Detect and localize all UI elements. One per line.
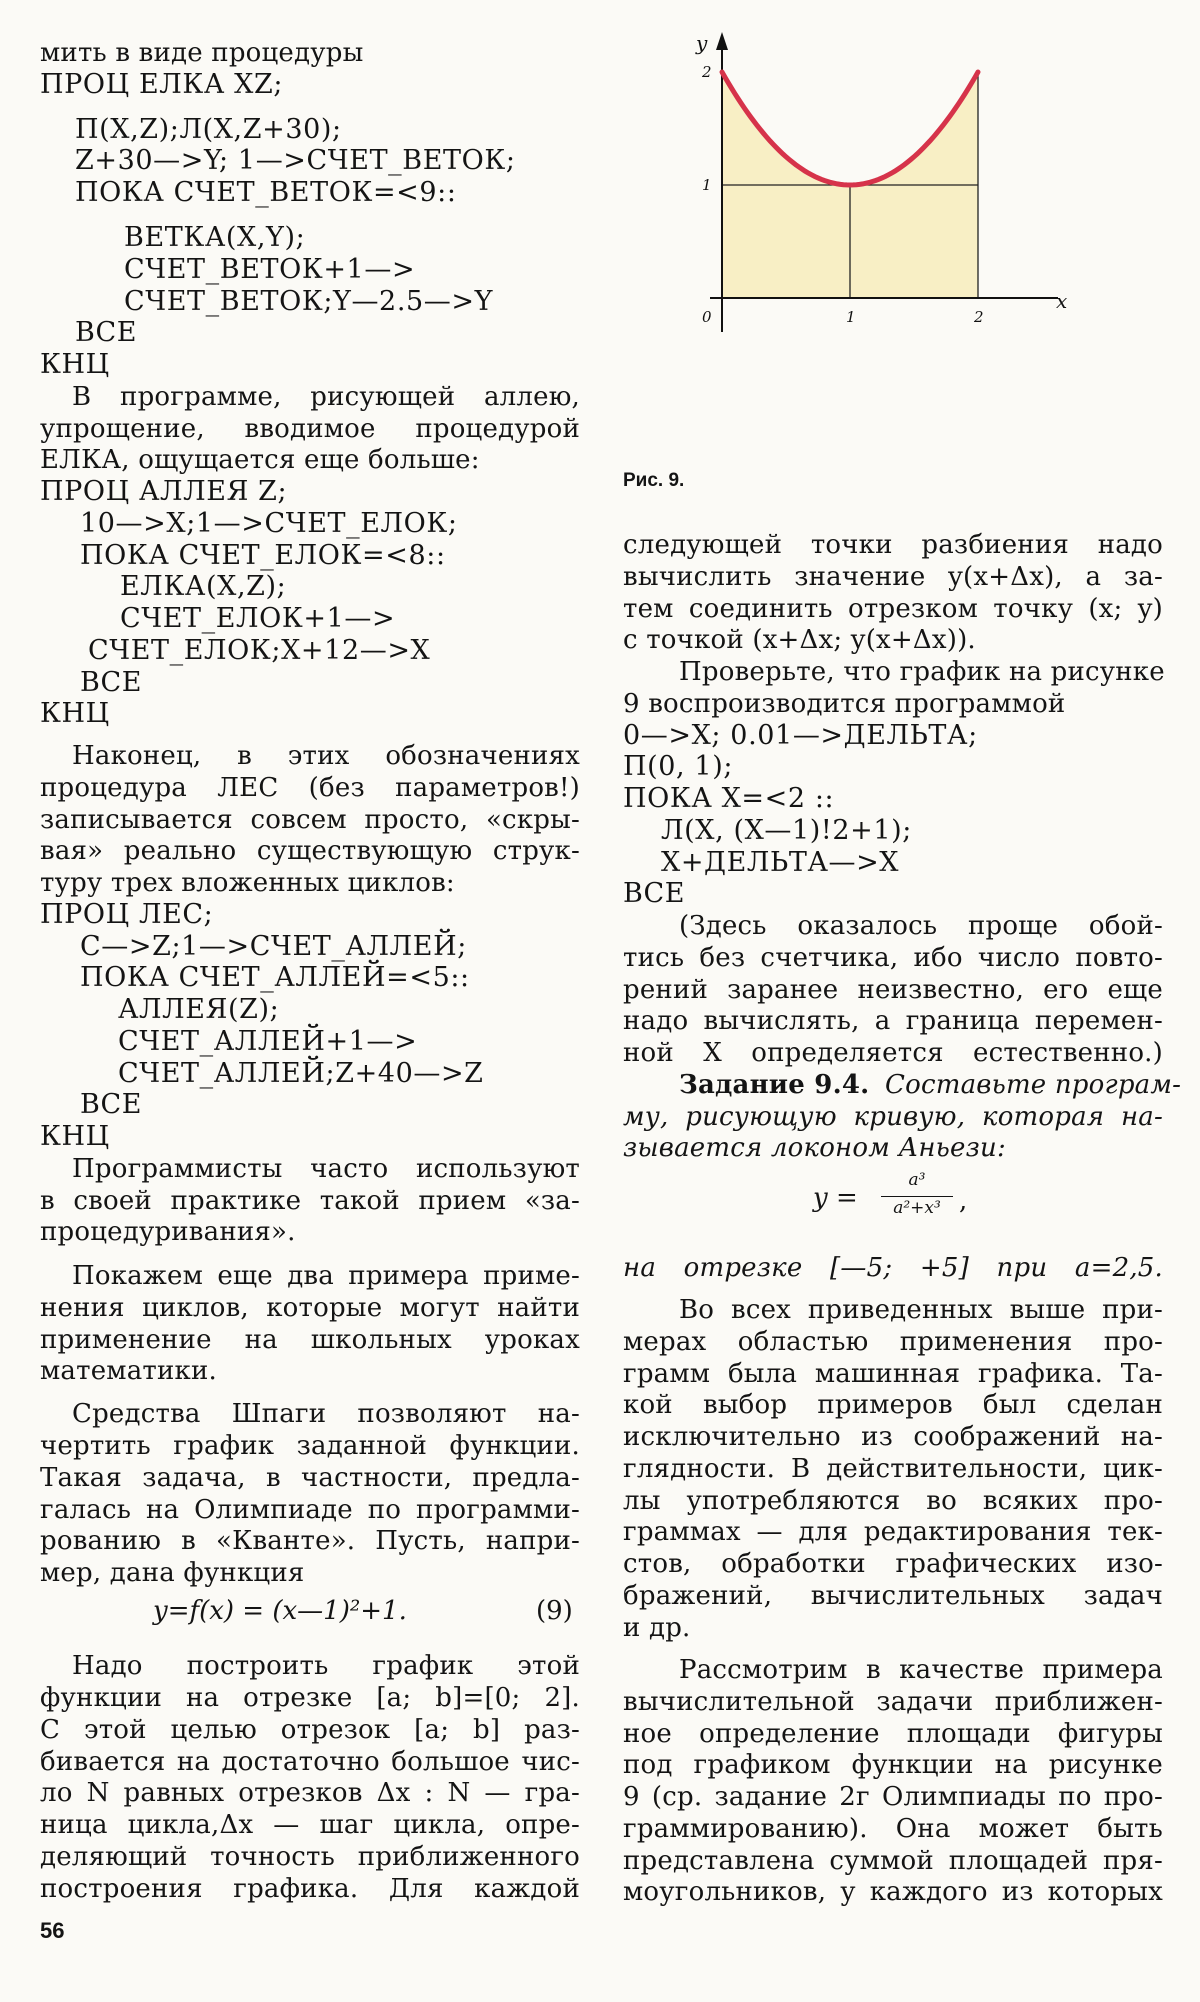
text-line: Такая задача, в частности, предла- (40, 1463, 580, 1493)
task-label: Задание 9.4. (679, 1070, 870, 1100)
code-line: КНЦ (40, 1121, 110, 1152)
x-tick-label: 0 (702, 308, 712, 326)
formula-agnesi-numerator: a³ (908, 1170, 926, 1190)
text-line: граммах — для редактирования тек- (623, 1517, 1163, 1547)
task-text: му, рисующую кривую, которая на- (623, 1102, 1163, 1132)
code-line: ВСЕ (80, 667, 143, 698)
code-line: C—>Z;1—>СЧЕТ_АЛЛЕЙ; (80, 931, 467, 962)
text-line: ЕЛКА, ощущается еще больше: (40, 445, 480, 475)
code-line: СЧЕТ_ЕЛОК;X+12—>X (88, 635, 431, 666)
text-line: Средства Шпаги позволяют на- (72, 1399, 580, 1429)
text-line: рованию в «Кванте». Пусть, напри- (40, 1526, 580, 1556)
text-line: вычислительной задачи приближен- (623, 1687, 1163, 1717)
text-line: исключительно из соображений на- (623, 1422, 1163, 1452)
formula-number: (9) (536, 1596, 573, 1626)
text-line: в своей практике такой прием «за- (40, 1186, 580, 1216)
text-line: туру трех вложенных циклов: (40, 868, 455, 898)
text-line: лы употребляются во всяких про- (623, 1486, 1163, 1516)
code-line: ВСЕ (623, 878, 686, 909)
figure-caption: Рис. 9. (623, 470, 685, 491)
page-number: 56 (40, 1918, 65, 1943)
code-line: КНЦ (40, 349, 110, 380)
text-line: стов, обработки графических изо- (623, 1549, 1163, 1579)
code-line: П(X,Z);Л(X,Z+30); (75, 114, 342, 145)
text-line: тись без счетчика, ибо число повто- (623, 943, 1163, 973)
text-line: ное определение площади фигуры (623, 1719, 1163, 1749)
code-line: Z+30—>Y; 1—>СЧЕТ_ВЕТОК; (75, 145, 516, 176)
x-axis-label: x (1056, 289, 1068, 313)
code-line: ВЕТКА(X,Y); (124, 222, 306, 253)
y-tick-label: 2 (702, 63, 712, 81)
code-line: ВСЕ (75, 317, 138, 348)
text-line: надо вычислять, а граница перемен- (623, 1006, 1163, 1036)
text-line: Наконец, в этих обозначениях (72, 741, 580, 771)
code-line: СЧЕТ_ЕЛОК+1—> (120, 603, 396, 634)
code-line: СЧЕТ_АЛЛЕЙ+1—> (118, 1026, 418, 1057)
text-line: вычислить значение y(x+Δx), а за- (623, 562, 1163, 592)
text-line: математики. (40, 1356, 217, 1386)
text-line: построения графика. Для каждой (40, 1874, 580, 1904)
text-line: Надо построить график этой (72, 1651, 580, 1681)
formula-9: y=f(x) = (x—1)²+1. (153, 1596, 407, 1626)
text-line: вая» реально существующую струк- (40, 836, 580, 866)
text-line: и др. (623, 1613, 691, 1643)
text-line: следующей точки разбиения надо (623, 530, 1163, 560)
text-line: Рассмотрим в качестве примера (679, 1655, 1163, 1685)
code-line: ПРОЦ ЕЛКА XZ; (40, 69, 284, 100)
text-line: процедуривания». (40, 1217, 296, 1247)
text-line: ной X определяется естественно.) (623, 1038, 1163, 1068)
text-line: галась на Олимпиаде по программи- (40, 1495, 580, 1525)
code-line: ПРОЦ ЛЕС; (40, 899, 214, 930)
formula-agnesi-denominator: a²+x³ (893, 1198, 941, 1218)
x-tick-label: 1 (846, 308, 856, 326)
text-line: Проверьте, что график на рисунке (679, 657, 1165, 687)
text-line: 9 (ср. задание 2г Олимпиады по про- (623, 1782, 1163, 1812)
code-line: П(0, 1); (623, 751, 734, 782)
code-line: ЕЛКА(X,Z); (120, 571, 287, 602)
text-line: бражений, вычислительных задач (623, 1581, 1163, 1611)
text-line: С этой целью отрезок [a; b] раз- (40, 1715, 580, 1745)
text-line: деляющий точность приближенного (40, 1842, 580, 1872)
text-line: чертить график заданной функции. (40, 1431, 580, 1461)
code-line: ВСЕ (80, 1089, 143, 1120)
text-line: применение на школьных уроках (40, 1325, 580, 1355)
text-line: функции на отрезке [a; b]=[0; 2]. (40, 1683, 580, 1713)
text-line: под графиком функции на рисунке (623, 1750, 1163, 1780)
code-line: ПОКА СЧЕТ_АЛЛЕЙ=<5:: (80, 962, 470, 993)
code-line: 10—>X;1—>СЧЕТ_ЕЛОК; (80, 508, 458, 539)
code-line: Л(X, (X—1)!2+1); (661, 815, 912, 846)
text-line: упрощение, вводимое процедурой (40, 414, 580, 444)
code-line: КНЦ (40, 698, 110, 729)
x-tick-label: 2 (974, 308, 984, 326)
text-line: ло N равных отрезков Δx : N — гра- (40, 1778, 580, 1808)
task-text: Составьте програм- (885, 1070, 1182, 1100)
text-line: тем соединить отрезком точку (x; y) (623, 594, 1163, 624)
code-line: 0—>X; 0.01—>ДЕЛЬТА; (623, 720, 978, 751)
text-line: Программисты часто используют (72, 1154, 580, 1184)
text-line: представлена суммой площадей пря- (623, 1846, 1163, 1876)
code-line: X+ДЕЛЬТА—>X (661, 847, 900, 878)
task-text: на отрезке [—5; +5] при a=2,5. (623, 1253, 1163, 1283)
formula-comma: , (959, 1186, 968, 1216)
text-line: кой выбор примеров был сделан (623, 1390, 1163, 1420)
figure-9-chart (680, 20, 1120, 420)
fraction-bar (881, 1196, 953, 1197)
text-line: бивается на достаточно большое чис- (40, 1747, 580, 1777)
code-line: АЛЛЕЯ(Z); (118, 994, 280, 1025)
text-line: процедура ЛЕС (без параметров!) (40, 773, 580, 803)
formula-agnesi-lhs: y = (813, 1183, 858, 1213)
text-line: записывается совсем просто, «скры- (40, 805, 580, 835)
code-line: ПОКА СЧЕТ_ВЕТОК=<9:: (75, 177, 457, 208)
text-line: мить в виде процедуры (40, 38, 364, 68)
task-text: зывается локоном Аньези: (623, 1133, 1006, 1163)
text-line: (Здесь оказалось проще обой- (679, 911, 1163, 941)
y-tick-label: 1 (702, 176, 712, 194)
code-line: СЧЕТ_АЛЛЕЙ;Z+40—>Z (118, 1058, 484, 1089)
text-line: В программе, рисующей аллею, (72, 382, 580, 412)
text-line: граммированию). Она может быть (623, 1814, 1163, 1844)
text-line: грамм была машинная графика. Та- (623, 1359, 1163, 1389)
y-axis-arrow (716, 32, 728, 50)
text-line: с точкой (x+Δx; y(x+Δx)). (623, 625, 976, 655)
text-line: нения циклов, которые могут найти (40, 1293, 580, 1323)
code-line: СЧЕТ_ВЕТОК;Y—2.5—>Y (124, 286, 494, 317)
code-line: ПРОЦ АЛЛЕЯ Z; (40, 476, 288, 507)
code-line: ПОКА X=<2 :: (623, 783, 835, 814)
y-axis-label: y (696, 31, 708, 55)
code-line: ПОКА СЧЕТ_ЕЛОК=<8:: (80, 540, 446, 571)
text-line: рений заранее неизвестно, его еще (623, 975, 1163, 1005)
text-line: моугольников, у каждого из которых (623, 1877, 1163, 1907)
text-line: Покажем еще два примера приме- (72, 1261, 580, 1291)
text-line: мер, дана функция (40, 1558, 305, 1588)
text-line: 9 воспроизводится программой (623, 689, 1066, 719)
code-line: СЧЕТ_ВЕТОК+1—> (124, 254, 416, 285)
text-line: ница цикла,Δx — шаг цикла, опре- (40, 1810, 580, 1840)
text-line: глядности. В действительности, цик- (623, 1454, 1163, 1484)
text-line: мерах областью применения про- (623, 1327, 1163, 1357)
text-line: Во всех приведенных выше при- (679, 1295, 1163, 1325)
